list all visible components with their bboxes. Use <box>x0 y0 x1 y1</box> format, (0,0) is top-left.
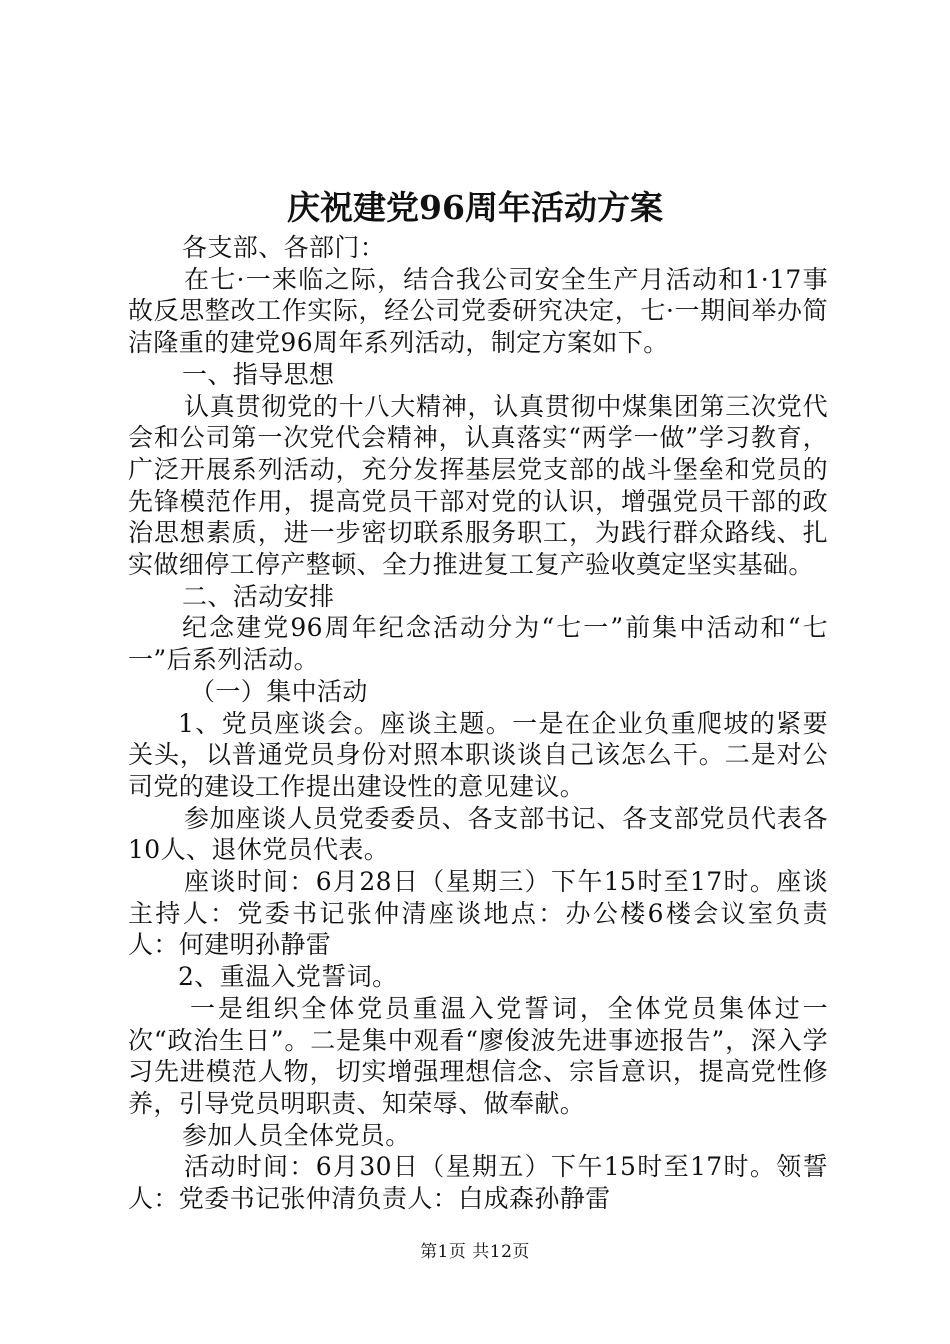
paragraph-guiding-thought: 认真贯彻党的十八大精神，认真贯彻中煤集团第三次党代会和公司第一次党代会精神，认真落实“两学一做”学习教育，广泛开展系列活动，充分发挥基层党支部的战斗堡垒和党员的先锋模范作用，提高党员干部对党的认识，增强党员干部的政治思想素质，进一步密切联系服务职工，为践行群众路线、扎实做细停工停产整顿、全力推进复工复产验收奠定坚实基础。 <box>128 391 828 580</box>
paragraph-forum-time: 座谈时间：6月28日（星期三）下午15时至17时。座谈主持人：党委书记张仲清座谈地点：办公楼6楼会议室负责人：何建明孙静雷 <box>128 867 828 960</box>
paragraph-oath-time: 活动时间：6月30日（星期五）下午15时至17时。领誓人：党委书记张仲清负责人：白成森孙静雷 <box>128 1152 828 1214</box>
paragraph-activity-overview: 纪念建党96周年纪念活动分为“七一”前集中活动和“七一”后系列活动。 <box>128 613 828 675</box>
heading-guiding-thought: 一、指导思想 <box>182 359 335 389</box>
page-number: 第1页 共12页 <box>420 1242 530 1262</box>
paragraph-oath-participants: 参加人员全体党员。 <box>182 1120 411 1150</box>
document-body <box>128 232 828 1215</box>
paragraph-renew-oath: 2、重温入党誓词。 <box>178 962 398 992</box>
subheading-focused-activities: （一）集中活动 <box>190 676 368 706</box>
salutation: 各支部、各部门： <box>182 233 386 262</box>
heading-activity-arrangement: 二、活动安排 <box>182 581 335 611</box>
document-title: 庆祝建党96周年活动方案 <box>287 188 663 227</box>
paragraph-party-member-forum: 1、党员座谈会。座谈主题。一是在企业负重爬坡的紧要关头，以普通党员身份对照本职谈谈自己该怎么干。二是对公司党的建设工作提出建设性的意见建议。 <box>128 708 828 801</box>
paragraph-forum-participants: 参加座谈人员党委委员、各支部书记、各支部党员代表各10人、退休党员代表。 <box>128 803 828 865</box>
paragraph-oath-details: 一是组织全体党员重温入党誓词，全体党员集体过一次“政治生日”。二是集中观看“廖俊波先进事迹报告”，深入学习先进模范人物，切实增强理想信念、宗旨意识，提高党性修养，引导党员明职责、知荣辱、做奉献。 <box>128 993 828 1118</box>
paragraph-intro: 在七·一来临之际，结合我公司安全生产月活动和1·17事故反思整改工作实际，经公司党委研究决定，七·一期间举办简洁隆重的建党96周年系列活动，制定方案如下。 <box>128 264 828 358</box>
